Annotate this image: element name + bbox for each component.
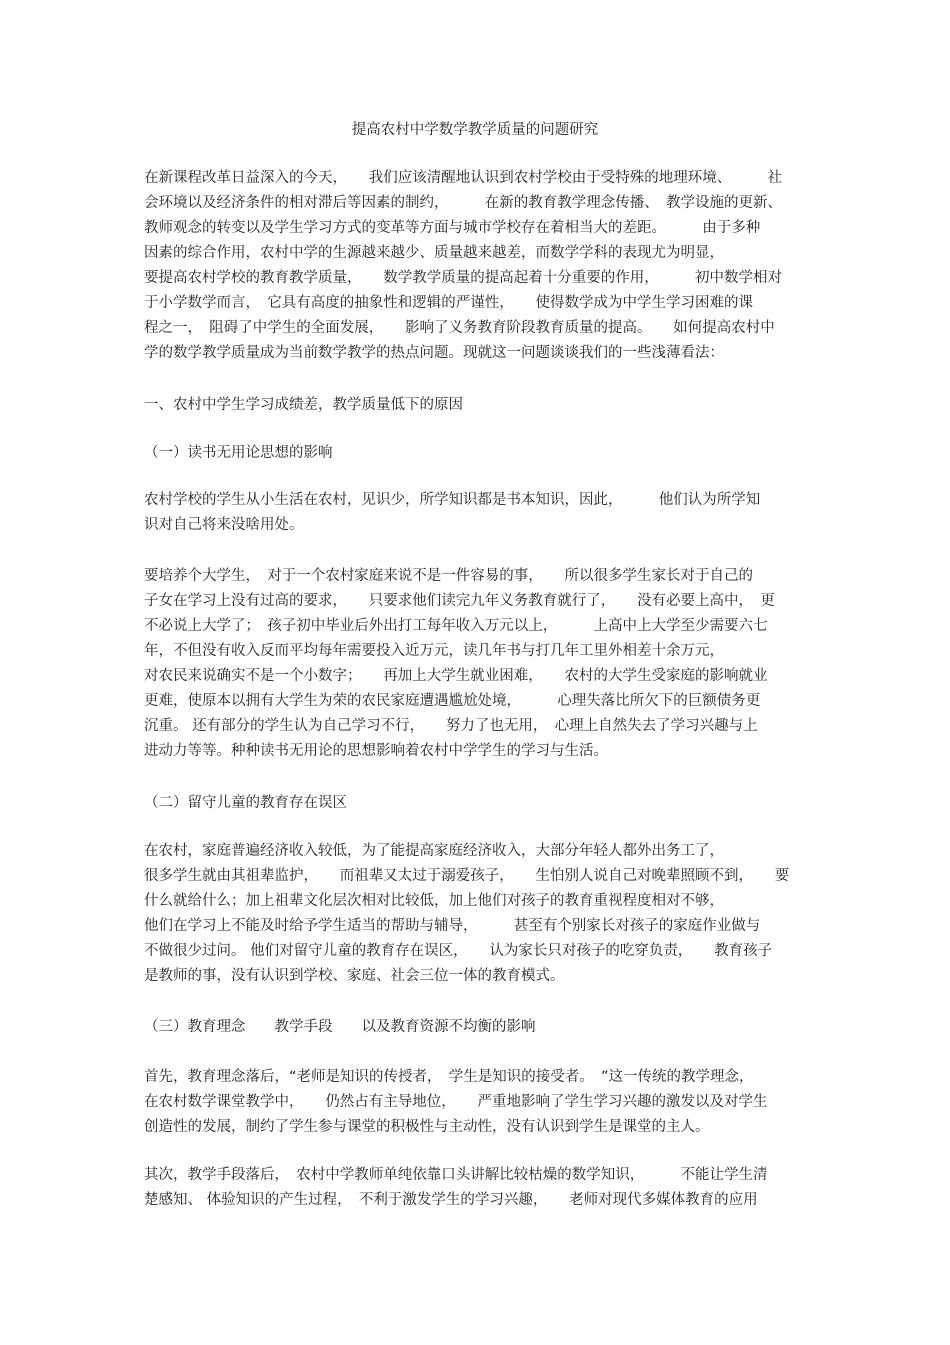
text-line: 要提高农村学校的教育教学质量， 数学教学质量的提高起着十分重要的作用， 初中数学相对 <box>144 270 782 286</box>
paragraph <box>144 488 814 538</box>
text-line: 在新课程改革日益深入的今天， 我们应该清醒地认识到农村学校由于受特殊的地理环境、 社 <box>144 170 782 186</box>
paragraph <box>144 1163 814 1213</box>
subsection-heading: （二）留守儿童的教育存在误区 <box>144 795 347 811</box>
document-title: 提高农村中学数学教学质量的问题研究 <box>351 122 599 138</box>
text-line: 会环境以及经济条件的相对滞后等因素的制约， 在新的教育教学理念传播、 教学设施的更新、 <box>144 195 782 211</box>
text-line: 对农民来说确实不是一个小数字； 再加上大学生就业困难， 农村的大学生受家庭的影响就业 <box>144 668 768 684</box>
text-line: 教师观念的转变以及学生学习方式的变革等方面与城市学校存在着相当大的差距。 由于多种 <box>144 220 761 236</box>
text-line: 在农村数学课堂教学中， 仍然占有主导地位， 严重地影响了学生学习兴趣的激发以及对学生 <box>144 1094 768 1110</box>
text-line: 子女在学习上没有过高的要求， 只要求他们读完九年义务教育就行了， 没有必要上高中， 更 <box>144 593 775 609</box>
text-line: 沉重。 还有部分的学生认为自己学习不行， 努力了也无用， 心理上自然失去了学习兴趣与上 <box>144 718 758 734</box>
text-line: 首先，教育理念落后，“老师是知识的传授者， 学生是知识的接受者。 ”这一传统的教学理念， <box>144 1069 754 1085</box>
text-line: 农村学校的学生从小生活在农村，见识少，所学知识都是书本知识，因此， 他们认为所学知 <box>144 492 761 508</box>
text-line: 楚感知、 体验知识的产生过程， 不利于激发学生的学习兴趣， 老师对现代多媒体教育的应用 <box>144 1192 758 1208</box>
text-line: 是教师的事，没有认识到学校、家庭、社会三位一体的教育模式。 <box>144 968 565 984</box>
text-line: 不做很少过问。 他们对留守儿童的教育存在误区， 认为家长只对孩子的吃穿负责， 教育孩子 <box>144 943 773 959</box>
paragraph <box>144 564 814 764</box>
text-line: 要培养个大学生， 对于一个农村家庭来说不是一件容易的事， 所以很多学生家长对于自己的 <box>144 568 753 584</box>
text-line: 学的数学教学质量成为当前数学教学的热点问题。现就这一问题谈谈我们的一些浅薄看法： <box>144 345 724 361</box>
text-line: 什么就给什么；加上祖辈文化层次相对比较低，加上他们对孩子的教育重视程度相对不够， <box>144 893 724 909</box>
text-line: 创造性的发展，制约了学生参与课堂的积极性与主动性，没有认识到学生是课堂的主人。 <box>144 1119 710 1135</box>
intro-paragraph <box>144 166 814 366</box>
text-line: 因素的综合作用，农村中学的生源越来越少、质量越来越差，而数学学科的表现尤为明显， <box>144 245 724 261</box>
paragraph <box>144 839 814 989</box>
text-line: 程之一， 阻碍了中学生的全面发展， 影响了义务教育阶段教育质量的提高。 如何提高农村中 <box>144 320 775 336</box>
subsection-heading: （一）读书无用论思想的影响 <box>144 445 333 461</box>
text-line: 很多学生就由其祖辈监护， 而祖辈又太过于溺爱孩子， 生怕别人说自己对晚辈照顾不到， 要 <box>144 868 790 884</box>
subsection-heading: （三）教育理念 教学手段 以及教育资源不均衡的影响 <box>144 1019 536 1035</box>
text-line: 他们在学习上不能及时给予学生适当的帮助与辅导， 甚至有个别家长对孩子的家庭作业做与 <box>144 918 761 934</box>
text-line: 年，不但没有收入反而平均每年需要投入近万元，读几年书与打几年工里外相差十余万元， <box>144 643 724 659</box>
text-line: 不必说上大学了； 孩子初中毕业后外出打工每年收入万元以上， 上高中上大学至少需要六七 <box>144 618 768 634</box>
text-line: 进动力等等。种种读书无用论的思想影响着农村中学学生的学习与生活。 <box>144 743 608 759</box>
text-line: 在农村，家庭普遍经济收入较低，为了能提高家庭经济收入，大部分年轻人都外出务工了， <box>144 843 724 859</box>
text-line: 其次，教学手段落后， 农村中学教师单纯依靠口头讲解比较枯燥的数学知识， 不能让学生清 <box>144 1167 768 1183</box>
section-heading: 一、农村中学生学习成绩差，教学质量低下的原因 <box>144 397 463 413</box>
text-line: 识对自己将来没啥用处。 <box>144 517 304 533</box>
text-line: 于小学数学而言， 它具有高度的抽象性和逻辑的严谨性， 使得数学成为中学生学习困难的课 <box>144 295 753 311</box>
paragraph <box>144 1065 814 1140</box>
text-line: 更难，使原本以拥有大学生为荣的农民家庭遭遇尴尬处境， 心理失落比所欠下的巨额债务更 <box>144 693 761 709</box>
